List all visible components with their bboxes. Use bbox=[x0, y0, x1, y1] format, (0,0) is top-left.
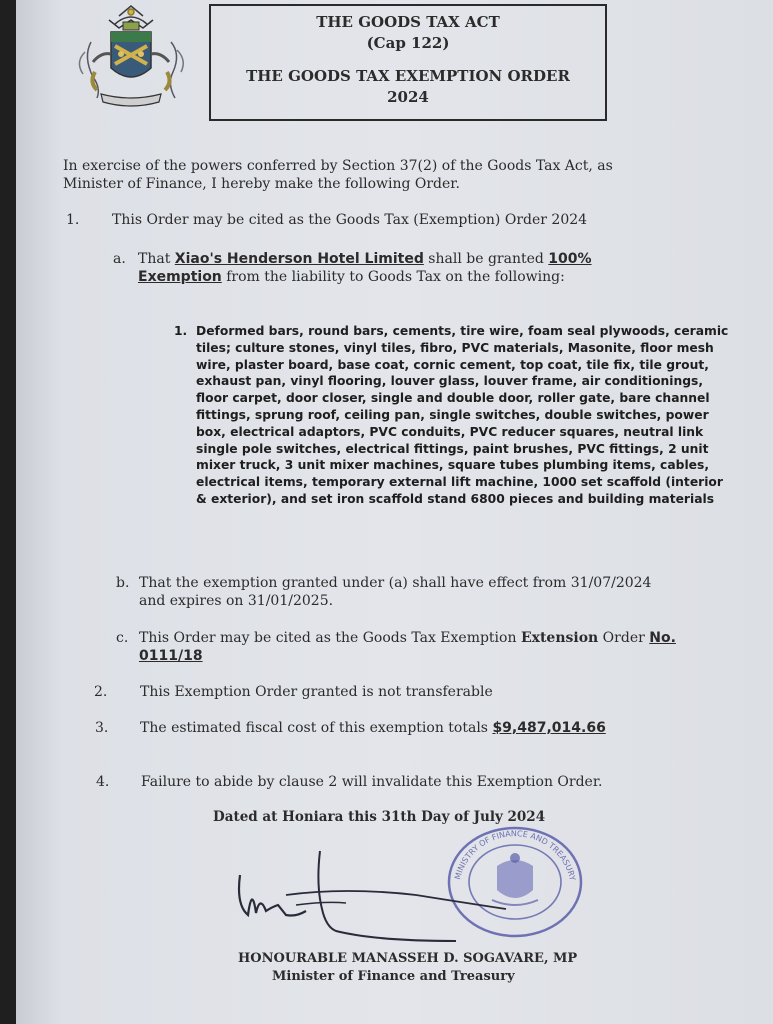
clause-1c-pre: This Order may be cited as the Goods Tax Exemption bbox=[139, 630, 521, 646]
clause-1b bbox=[139, 574, 739, 610]
order-year: 2024 bbox=[387, 88, 429, 106]
clause-1a-mid: shall be granted bbox=[423, 251, 549, 267]
clause-1c-letter: c. bbox=[116, 630, 129, 646]
order-number: 0111/18 bbox=[139, 648, 203, 664]
signatory-name: HONOURABLE MANASSEH D. SOGAVARE, MP bbox=[238, 951, 578, 966]
clause-1b-line-1: That the exemption granted under (a) shall have effect from 31/07/2024 bbox=[139, 575, 652, 591]
act-title: THE GOODS TAX ACT bbox=[316, 13, 500, 31]
title-box bbox=[209, 4, 607, 121]
clause-1b-letter: b. bbox=[116, 575, 130, 591]
signatory-title: Minister of Finance and Treasury bbox=[272, 969, 515, 984]
signatory-block bbox=[238, 950, 577, 986]
exempt-items-list bbox=[174, 323, 734, 508]
company-name: Xiao's Henderson Hotel Limited bbox=[174, 251, 424, 267]
preamble-line-2: Minister of Finance, I hereby make the following Order. bbox=[63, 176, 460, 192]
order-number-label: No. bbox=[649, 630, 676, 646]
dated-line: Dated at Honiara this 31th Day of July 2024 bbox=[213, 809, 546, 825]
clause-1c-mid: Order bbox=[598, 630, 650, 646]
clause-1a-pre: That bbox=[138, 251, 175, 267]
coat-of-arms-icon bbox=[71, 2, 191, 117]
clause-3 bbox=[140, 719, 606, 737]
document-page bbox=[16, 0, 773, 1024]
items-text: Deformed bars, round bars, cements, tire wire, foam seal plywoods, ceramic tiles; culture stones, vinyl tiles, fibro, PVC materials, Masonite, floor mesh wire, plaster board, base coat, cornic cement, top coat, tile fix, tile grout, exhaust pan, vinyl flooring, louver glass, louver frame, air conditionings, floor carpet, door closer, single and double door, roller gate, bare channel fittings, sprung roof, ceiling pan, single switches, double switches, power box, electrical adaptors, PVC conduits, PVC reducer squares, neutral link single pole switches, electrical fittings, paint brushes, PVC fittings, 2 unit mixer truck, 3 unit mixer machines, square tubes plumbing items, cables, electrical items, temporary external lift machine, 1000 set scaffold (interior & exterior), and set iron scaffold stand 6800 pieces and building materials bbox=[196, 324, 729, 506]
act-cap: (Cap 122) bbox=[366, 34, 450, 52]
clause-1-text: This Order may be cited as the Goods Tax (Exemption) Order 2024 bbox=[112, 212, 588, 228]
extension-word: Extension bbox=[520, 630, 599, 646]
clause-1c bbox=[139, 629, 739, 665]
items-number: 1. bbox=[174, 324, 188, 338]
clause-4-number: 4. bbox=[96, 774, 110, 790]
clause-2-number: 2. bbox=[94, 684, 108, 700]
clause-4-text: Failure to abide by clause 2 will invalidate this Exemption Order. bbox=[141, 774, 603, 790]
clause-1b-line-2: and expires on 31/01/2025. bbox=[139, 593, 334, 609]
signature-icon bbox=[226, 845, 516, 955]
exemption-percent: 100% bbox=[548, 251, 592, 267]
fiscal-cost-amount: $9,487,014.66 bbox=[492, 720, 606, 736]
preamble bbox=[63, 157, 743, 193]
preamble-line-1: In exercise of the powers conferred by Section 37(2) of the Goods Tax Act, as bbox=[63, 158, 613, 174]
clause-3-number: 3. bbox=[95, 720, 109, 736]
clause-3-text: The estimated fiscal cost of this exemption totals bbox=[140, 720, 493, 736]
clause-2-text: This Exemption Order granted is not transferable bbox=[140, 684, 493, 700]
exemption-word: Exemption bbox=[138, 269, 222, 285]
clause-1-number: 1. bbox=[66, 212, 80, 228]
order-title: THE GOODS TAX EXEMPTION ORDER bbox=[246, 67, 570, 85]
clause-1a-post: from the liability to Goods Tax on the following: bbox=[221, 269, 565, 285]
clause-1a bbox=[138, 250, 658, 286]
stamp-text: MINISTRY OF FINANCE AND TREASURY bbox=[453, 829, 578, 882]
clause-1a-letter: a. bbox=[113, 251, 126, 267]
